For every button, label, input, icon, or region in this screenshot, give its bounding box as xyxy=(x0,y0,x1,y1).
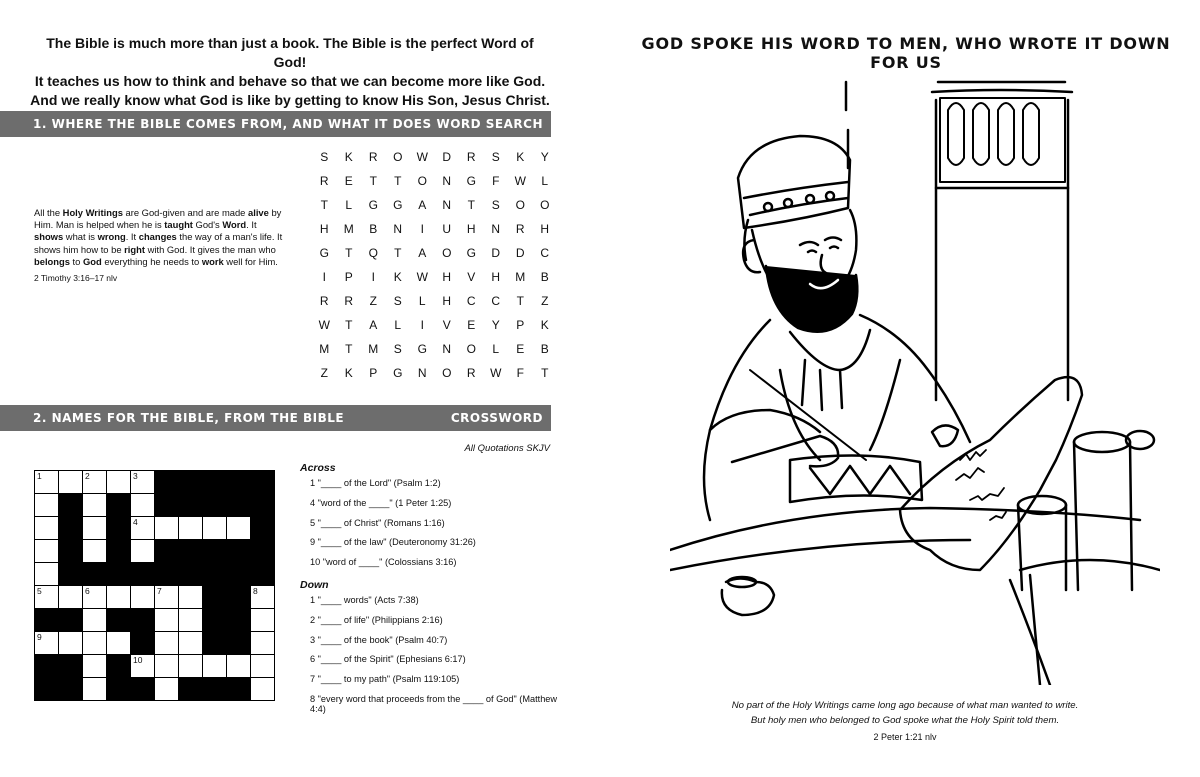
word-search-letter[interactable]: R xyxy=(466,150,476,164)
word-search-letter[interactable]: H xyxy=(442,270,452,284)
crossword-cell[interactable] xyxy=(35,540,59,563)
word-search-letter[interactable]: M xyxy=(368,342,379,356)
crossword-block xyxy=(227,563,251,586)
crossword-cell[interactable] xyxy=(83,632,107,655)
crossword-row xyxy=(35,586,275,609)
crossword-block xyxy=(107,563,131,586)
word-search-letter[interactable]: B xyxy=(540,270,549,284)
crossword-block xyxy=(227,609,251,632)
crossword-block xyxy=(179,494,203,517)
word-search-letter[interactable]: N xyxy=(393,222,403,236)
word-search-letter[interactable]: M xyxy=(515,270,526,284)
word-search-letter[interactable]: B xyxy=(540,342,549,356)
intro-line: It teaches us how to think and behave so that we can become more like God. xyxy=(34,73,546,89)
word-search-letter[interactable]: A xyxy=(418,198,427,212)
passage-reference: 2 Timothy 3:16–17 nlv xyxy=(34,273,118,284)
caption-line: But holy men who belonged to God spoke what the Holy Spirit told them. xyxy=(750,715,1060,726)
crossword-cell[interactable] xyxy=(131,494,155,517)
word-search-letter[interactable]: M xyxy=(343,222,354,236)
word-search-letter[interactable]: O xyxy=(442,366,452,380)
word-search-row xyxy=(312,241,557,265)
crossword-block xyxy=(155,471,179,494)
word-search-row xyxy=(312,145,557,169)
word-search-letter[interactable]: G xyxy=(466,174,476,188)
word-search-letter[interactable]: C xyxy=(466,294,476,308)
crossword-block xyxy=(251,517,275,540)
crossword-number: 2 xyxy=(85,471,90,481)
crossword-block xyxy=(107,517,131,540)
crossword-block xyxy=(131,609,155,632)
crossword-block xyxy=(251,540,275,563)
scripture-passage: All the Holy Writings are God-given and are made alive by Him. Man is helped when he is taught God's Word. It shows what is wrong. It changes the way of a man's life. It shows him how to be right with God. It gives the man who belongs to God everything he needs to work well for Him. 2 Timothy 3:16–17 nlv xyxy=(34,207,283,284)
word-search-letter[interactable]: G xyxy=(466,246,476,260)
word-search-letter[interactable]: I xyxy=(322,270,326,284)
pillar-drawing xyxy=(846,82,1072,400)
crossword-cell[interactable] xyxy=(227,517,251,540)
word-search-letter[interactable]: W xyxy=(514,174,526,188)
word-search-letter[interactable]: L xyxy=(345,198,353,212)
word-search-letter[interactable]: Y xyxy=(491,318,500,332)
crossword-block xyxy=(251,494,275,517)
word-search-letter[interactable]: W xyxy=(318,318,330,332)
crossword-block xyxy=(155,540,179,563)
crossword-cell[interactable] xyxy=(83,609,107,632)
word-search-letter[interactable]: N xyxy=(442,198,452,212)
crossword-block xyxy=(131,563,155,586)
word-search-letter[interactable]: T xyxy=(516,294,524,308)
crossword-row xyxy=(35,517,275,540)
intro-line: And we really know what God is like by getting to know His Son, Jesus Christ. xyxy=(30,92,550,108)
word-search-letter[interactable]: T xyxy=(541,366,549,380)
word-search-letter[interactable]: L xyxy=(394,318,402,332)
crossword-cell[interactable] xyxy=(35,494,59,517)
crossword-cell[interactable] xyxy=(131,540,155,563)
word-search-letter[interactable]: T xyxy=(369,174,377,188)
word-search-letter[interactable]: Z xyxy=(541,294,549,308)
crossword-cell[interactable] xyxy=(59,586,83,609)
word-search-row xyxy=(312,337,557,361)
word-search-row xyxy=(312,265,557,289)
intro-text xyxy=(30,34,550,110)
word-search-letter[interactable]: I xyxy=(420,318,424,332)
word-search-letter[interactable]: E xyxy=(344,174,353,188)
word-search-letter[interactable]: T xyxy=(467,198,475,212)
crossword-block xyxy=(227,471,251,494)
word-search-letter[interactable]: D xyxy=(442,150,452,164)
word-search-letter[interactable]: W xyxy=(490,366,502,380)
intro-line: The Bible is much more than just a book. The Bible is the perfect Word of God! xyxy=(46,35,534,70)
word-search-letter[interactable]: N xyxy=(491,222,501,236)
crossword-cell[interactable] xyxy=(251,678,275,701)
word-search-letter[interactable]: Y xyxy=(540,150,549,164)
word-search-letter[interactable]: W xyxy=(416,150,428,164)
clue-across: 1 "____ of the Lord" (Psalm 1:2) xyxy=(310,478,441,488)
word-search-letter[interactable]: R xyxy=(344,294,354,308)
crossword-block xyxy=(107,540,131,563)
crossword-cell[interactable] xyxy=(131,471,155,494)
clue-down: 1 "____ words" (Acts 7:38) xyxy=(310,594,419,605)
word-search-letter[interactable]: S xyxy=(393,294,402,308)
crossword-block xyxy=(35,678,59,701)
word-search-row xyxy=(312,313,557,337)
crossword-block xyxy=(203,586,227,609)
crossword-row xyxy=(35,609,275,632)
crossword-block xyxy=(59,540,83,563)
word-search-letter[interactable]: R xyxy=(368,150,378,164)
crossword-block xyxy=(227,632,251,655)
word-search-letter[interactable]: Q xyxy=(368,246,378,260)
word-search-letter[interactable]: K xyxy=(344,150,353,164)
crossword-block xyxy=(203,609,227,632)
section-title: 2. NAMES FOR THE BIBLE, FROM THE BIBLE xyxy=(33,411,345,425)
word-search-letter[interactable]: H xyxy=(466,222,476,236)
crossword-row xyxy=(35,540,275,563)
crossword-cell[interactable] xyxy=(203,517,227,540)
word-search-letter[interactable]: I xyxy=(420,222,424,236)
word-search-letter[interactable]: E xyxy=(467,318,476,332)
crossword-block xyxy=(155,563,179,586)
crossword-row xyxy=(35,563,275,586)
crossword-block xyxy=(227,494,251,517)
crossword-block xyxy=(35,655,59,678)
word-search-letter[interactable]: F xyxy=(516,366,524,380)
word-search-letter[interactable]: O xyxy=(540,198,550,212)
word-search-letter[interactable]: H xyxy=(491,270,501,284)
crossword-cell[interactable] xyxy=(251,632,275,655)
crossword-block xyxy=(107,655,131,678)
word-search-letter[interactable]: Z xyxy=(320,366,328,380)
crossword-block xyxy=(251,471,275,494)
word-search-letter[interactable]: H xyxy=(319,222,329,236)
clue-down: 6 "____ of the Spirit" (Ephesians 6:17) xyxy=(310,654,466,665)
word-search-letter[interactable]: M xyxy=(319,342,330,356)
word-search-letter[interactable]: R xyxy=(466,366,476,380)
caption-reference: 2 Peter 1:21 nlv xyxy=(873,732,937,742)
crossword-row xyxy=(35,632,275,655)
word-search-letter[interactable]: O xyxy=(442,246,452,260)
crossword-block xyxy=(131,632,155,655)
word-search-letter[interactable]: P xyxy=(344,270,353,284)
word-search-letter[interactable]: N xyxy=(442,342,452,356)
word-search-row xyxy=(312,193,557,217)
crossword-block xyxy=(131,678,155,701)
crossword-block xyxy=(155,494,179,517)
word-search-row xyxy=(312,217,557,241)
quotations-note: All Quotations SKJV xyxy=(464,443,550,454)
crossword-block xyxy=(179,540,203,563)
crossword-block xyxy=(35,609,59,632)
crossword-cell[interactable] xyxy=(35,517,59,540)
crossword-block xyxy=(203,678,227,701)
crossword-block xyxy=(59,678,83,701)
clue-down: 8 "every word that proceeds from the ____ of God" (Matthew 4:4) xyxy=(310,693,558,714)
crossword-number: 3 xyxy=(133,471,138,481)
crossword-number: 8 xyxy=(253,586,258,596)
caption xyxy=(680,698,1130,745)
crossword-number: 6 xyxy=(85,586,90,596)
crossword-cell[interactable] xyxy=(179,632,203,655)
word-search-letter[interactable]: T xyxy=(320,198,328,212)
crossword-block xyxy=(59,563,83,586)
crossword-number: 1 xyxy=(37,471,42,481)
crossword-cell[interactable] xyxy=(35,471,59,494)
word-search-letter[interactable]: B xyxy=(369,222,378,236)
word-search-letter[interactable]: S xyxy=(491,198,500,212)
crossword-block xyxy=(179,471,203,494)
crossword-cell[interactable] xyxy=(83,655,107,678)
word-search-letter[interactable]: H xyxy=(540,222,550,236)
crossword-block xyxy=(107,678,131,701)
word-search-letter[interactable]: N xyxy=(417,366,427,380)
crossword-cell[interactable] xyxy=(155,609,179,632)
section-title: 1. WHERE THE BIBLE COMES FROM, AND WHAT IT DOES xyxy=(33,117,432,131)
crossword-block xyxy=(59,517,83,540)
crossword-cell[interactable] xyxy=(131,586,155,609)
clue-down: 2 "____ of life" (Philippians 2:16) xyxy=(310,614,443,625)
crossword-block xyxy=(203,471,227,494)
crossword-row xyxy=(35,678,275,701)
word-search-letter[interactable]: K xyxy=(393,270,402,284)
crossword-cell[interactable] xyxy=(251,609,275,632)
crossword-cell[interactable] xyxy=(251,655,275,678)
word-search-letter[interactable]: T xyxy=(345,342,353,356)
scroll-rolls-drawing xyxy=(1010,431,1160,685)
crossword-cell[interactable] xyxy=(107,632,131,655)
crossword-cell[interactable] xyxy=(155,517,179,540)
crossword-row xyxy=(35,655,275,678)
crossword-block xyxy=(59,609,83,632)
crossword-cell[interactable] xyxy=(83,678,107,701)
crossword-cell[interactable] xyxy=(203,655,227,678)
word-search-letter[interactable]: K xyxy=(344,366,353,380)
word-search-letter[interactable]: S xyxy=(320,150,329,164)
crossword-cell[interactable] xyxy=(107,586,131,609)
word-search-letter[interactable]: G xyxy=(393,366,403,380)
crossword-block xyxy=(203,540,227,563)
crossword-cell[interactable] xyxy=(131,517,155,540)
word-search-letter[interactable]: O xyxy=(466,342,476,356)
word-search-letter[interactable]: K xyxy=(540,318,549,332)
word-search-letter[interactable]: T xyxy=(394,174,402,188)
crossword-cell[interactable] xyxy=(155,655,179,678)
word-search-letter[interactable]: F xyxy=(492,174,500,188)
word-search-grid[interactable] xyxy=(312,145,557,385)
word-search-letter[interactable]: D xyxy=(491,246,501,260)
crossword-block xyxy=(83,563,107,586)
down-heading: Down xyxy=(300,578,329,591)
crossword-block xyxy=(107,609,131,632)
crossword-grid[interactable] xyxy=(34,470,275,701)
word-search-letter[interactable]: T xyxy=(394,246,402,260)
crossword-cell[interactable] xyxy=(179,517,203,540)
crossword-number: 10 xyxy=(133,655,143,665)
crossword-cell[interactable] xyxy=(227,655,251,678)
word-search-letter[interactable]: K xyxy=(516,150,525,164)
word-search-letter[interactable]: S xyxy=(491,150,500,164)
section-header-crossword xyxy=(0,405,551,431)
word-search-letter[interactable]: C xyxy=(491,294,501,308)
section-header-word-search xyxy=(0,111,551,137)
word-search-letter[interactable]: T xyxy=(345,246,353,260)
caption-line: No part of the Holy Writings came long ago because of what man wanted to write. xyxy=(731,700,1079,711)
clue-across: 9 "____ of the law" (Deuteronomy 31:26) xyxy=(310,537,476,548)
word-search-letter[interactable]: Z xyxy=(369,294,377,308)
crossword-block xyxy=(59,655,83,678)
crossword-number: 5 xyxy=(37,586,42,596)
crossword-number: 4 xyxy=(133,517,138,527)
word-search-letter[interactable]: V xyxy=(442,318,451,332)
clue-down: 3 "____ of the book" (Psalm 40:7) xyxy=(310,634,448,645)
crossword-cell[interactable] xyxy=(83,586,107,609)
crossword-block xyxy=(227,678,251,701)
crossword-block xyxy=(107,494,131,517)
crossword-block xyxy=(59,494,83,517)
crossword-block xyxy=(203,563,227,586)
crossword-clues xyxy=(300,462,560,724)
crossword-cell[interactable] xyxy=(155,586,179,609)
crossword-cell[interactable] xyxy=(59,471,83,494)
crossword-cell[interactable] xyxy=(179,655,203,678)
word-search-row xyxy=(312,361,557,385)
word-search-letter[interactable]: D xyxy=(515,246,525,260)
word-search-letter[interactable]: L xyxy=(492,342,500,356)
word-search-letter[interactable]: O xyxy=(515,198,525,212)
clue-across: 5 "____ of Christ" (Romans 1:16) xyxy=(310,517,445,528)
crossword-cell[interactable] xyxy=(131,655,155,678)
word-search-letter[interactable]: I xyxy=(371,270,375,284)
word-search-letter[interactable]: R xyxy=(319,294,329,308)
word-search-letter[interactable]: P xyxy=(516,318,525,332)
word-search-letter[interactable]: L xyxy=(418,294,426,308)
word-search-row xyxy=(312,169,557,193)
crossword-block xyxy=(203,632,227,655)
word-search-letter[interactable]: G xyxy=(417,342,427,356)
crossword-block xyxy=(251,563,275,586)
crossword-block xyxy=(203,494,227,517)
word-search-letter[interactable]: U xyxy=(442,222,452,236)
word-search-letter[interactable]: R xyxy=(515,222,525,236)
scribe-illustration xyxy=(670,70,1160,685)
crossword-block xyxy=(179,678,203,701)
word-search-letter[interactable]: A xyxy=(418,246,427,260)
crossword-cell[interactable] xyxy=(251,586,275,609)
crossword-cell[interactable] xyxy=(35,586,59,609)
crossword-block xyxy=(179,563,203,586)
crossword-row xyxy=(35,471,275,494)
word-search-letter[interactable]: A xyxy=(369,318,378,332)
word-search-row xyxy=(312,289,557,313)
word-search-letter[interactable]: P xyxy=(369,366,378,380)
word-search-letter[interactable]: E xyxy=(516,342,525,356)
crossword-cell[interactable] xyxy=(83,494,107,517)
word-search-letter[interactable]: N xyxy=(442,174,452,188)
word-search-letter[interactable]: S xyxy=(393,342,402,356)
word-search-letter[interactable]: G xyxy=(393,198,403,212)
word-search-letter[interactable]: O xyxy=(393,150,403,164)
across-heading: Across xyxy=(300,462,336,474)
crossword-cell[interactable] xyxy=(35,563,59,586)
crossword-cell[interactable] xyxy=(35,632,59,655)
crossword-row xyxy=(35,494,275,517)
crossword-cell[interactable] xyxy=(83,517,107,540)
crossword-cell[interactable] xyxy=(179,586,203,609)
word-search-letter[interactable]: G xyxy=(319,246,329,260)
crossword-number: 7 xyxy=(157,586,162,596)
crossword-block xyxy=(227,540,251,563)
crossword-cell[interactable] xyxy=(59,632,83,655)
activity-label: CROSSWORD xyxy=(450,411,543,425)
clue-across: 4 "word of the ____" (1 Peter 1:25) xyxy=(310,497,452,508)
crossword-cell[interactable] xyxy=(155,678,179,701)
crossword-cell[interactable] xyxy=(83,540,107,563)
page-title: GOD SPOKE HIS WORD TO MEN, WHO WROTE IT DOWN FOR US xyxy=(641,34,1171,72)
word-search-letter[interactable]: T xyxy=(345,318,353,332)
word-search-letter[interactable]: V xyxy=(467,270,476,284)
ink-pot-drawing xyxy=(722,577,774,615)
word-search-letter[interactable]: G xyxy=(368,198,378,212)
clue-across: 10 "word of ____" (Colossians 3:16) xyxy=(310,557,457,568)
crossword-cell[interactable] xyxy=(83,471,107,494)
crossword-block xyxy=(227,586,251,609)
word-search-letter[interactable]: C xyxy=(540,246,550,260)
word-search-letter[interactable]: L xyxy=(541,174,549,188)
word-search-letter[interactable]: R xyxy=(319,174,329,188)
word-search-letter[interactable]: O xyxy=(417,174,427,188)
crossword-cell[interactable] xyxy=(107,471,131,494)
crossword-cell[interactable] xyxy=(179,609,203,632)
crossword-number: 9 xyxy=(37,632,42,642)
word-search-letter[interactable]: W xyxy=(416,270,428,284)
crossword-cell[interactable] xyxy=(155,632,179,655)
clue-down: 7 "____ to my path" (Psalm 119:105) xyxy=(310,674,460,685)
word-search-letter[interactable]: H xyxy=(442,294,452,308)
activity-label: WORD SEARCH xyxy=(436,117,543,131)
